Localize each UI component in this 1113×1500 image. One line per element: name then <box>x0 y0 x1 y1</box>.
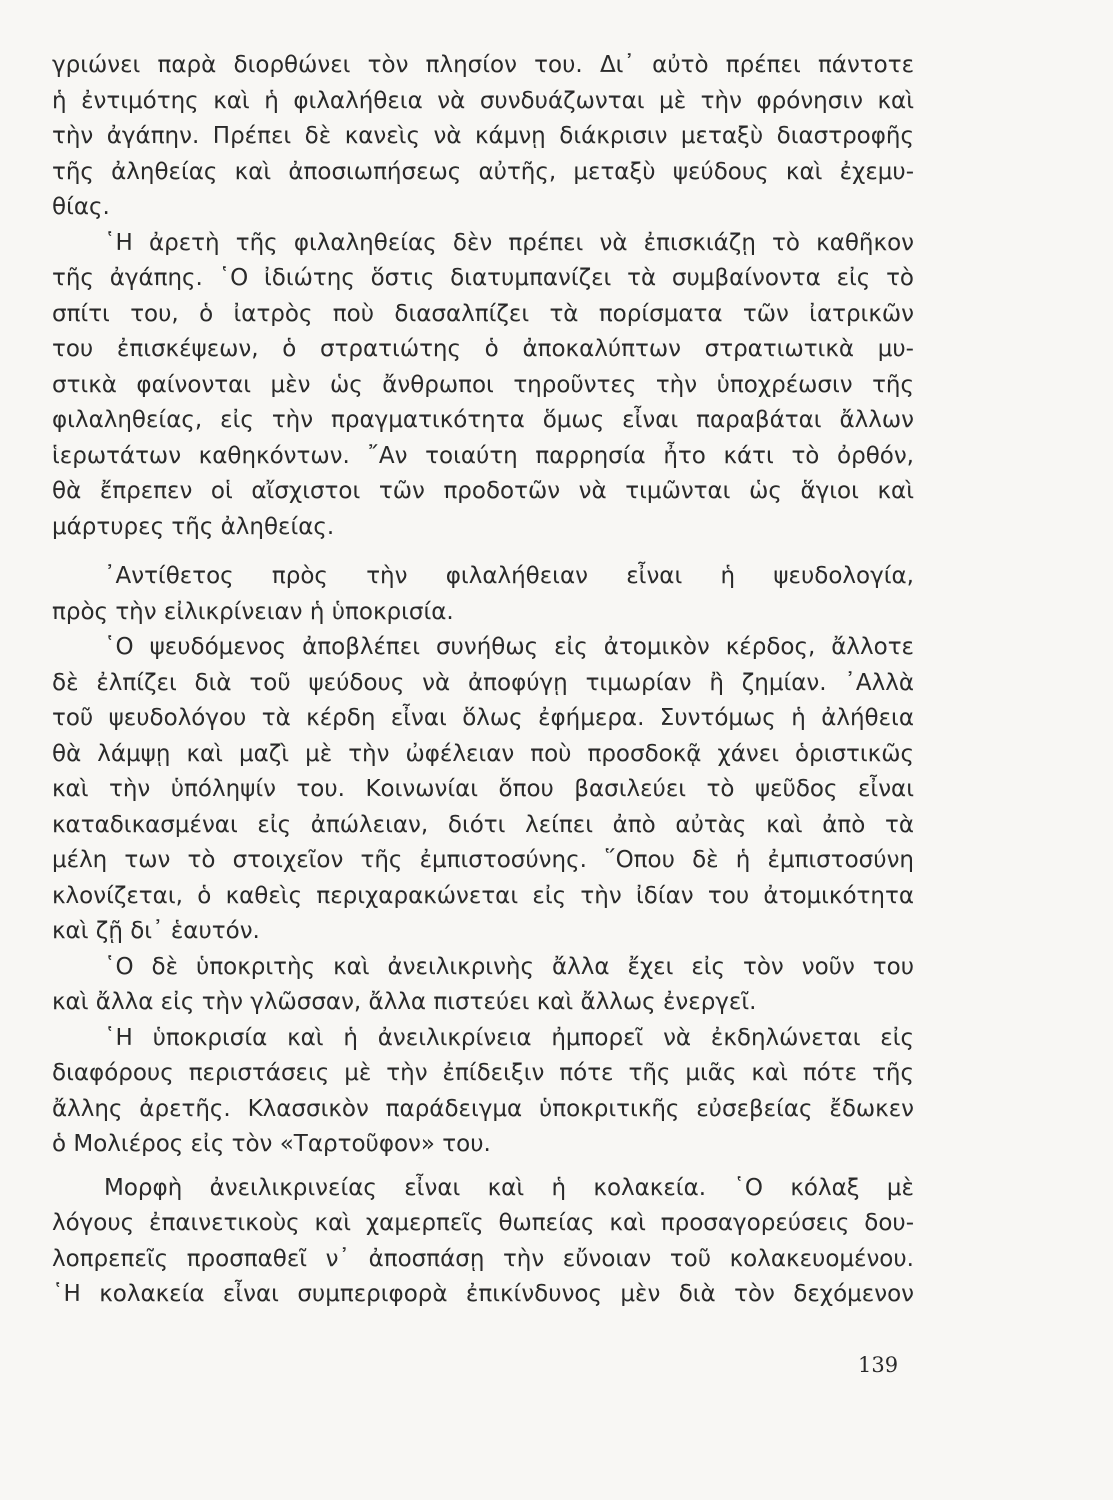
text-line: ῾Η ὑποκρισία καὶ ἡ ἀνειλικρίνεια ἠμπορεῖ νὰ ἐκδηλώνεται εἰς <box>104 1024 914 1051</box>
text-line: ῾Ο ψευδόμενος ἀποβλέπει συνήθως εἰς ἀτομικὸν κέρδος, ἄλλοτε <box>104 634 914 660</box>
text-line: ἄλλης ἀρετῆς. Κλασσικὸν παράδειγμα ὑποκριτικῆς εὐσεβείας ἔδωκεν <box>52 1095 914 1122</box>
text-line: στικὰ φαίνονται μὲν ὡς ἄνθρωποι τηροῦντες τὴν ὑποχρέωσιν τῆς <box>52 371 914 398</box>
text-line: τῆς ἀληθείας καὶ ἀποσιωπήσεως αὐτῆς, μεταξὺ ψεύδους καὶ ἐχεμυ- <box>52 158 914 185</box>
paragraph-6 <box>52 1021 914 1163</box>
paragraph-5 <box>52 950 914 1021</box>
text-line: ῾Η κολακεία εἶναι συμπεριφορὰ ἐπικίνδυνος μὲν διὰ τὸν δεχόμενον <box>52 1281 914 1307</box>
text-line: τοῦ ψευδολόγου τὰ κέρδη εἶναι ὅλως ἐφήμερα. Συντόμως ἡ ἀλήθεια <box>52 705 914 731</box>
text-line: καταδικασμέναι εἰς ἀπώλειαν, διότι λείπει ἀπὸ αὐτὰς καὶ ἀπὸ τὰ <box>52 811 914 838</box>
text-line: Μορφὴ ἀνειλικρινείας εἶναι καὶ ἡ κολακεία. ῾Ο κόλαξ μὲ <box>104 1174 914 1201</box>
text-line: πρὸς τὴν εἰλικρίνειαν ἡ ὑποκρισία. <box>52 598 454 625</box>
text-line: τῆς ἀγάπης. ῾Ο ἰδιώτης ὅστις διατυμπανίζει τὰ συμβαίνοντα εἰς τὸ <box>52 265 914 291</box>
text-line: φιλαληθείας, εἰς τὴν πραγματικότητα ὅμως εἶναι παραβάται ἄλλων <box>52 407 914 433</box>
paragraph-1 <box>52 48 914 226</box>
text-line: λοπρεπεῖς προσπαθεῖ ν᾽ ἀποσπάσῃ τὴν εὔνοιαν τοῦ κολακευομένου. <box>52 1245 914 1272</box>
paragraph-4 <box>52 630 914 950</box>
text-line: ῾Ο δὲ ὑποκριτὴς καὶ ἀνειλικρινὴς ἄλλα ἔχει εἰς τὸν νοῦν του <box>104 953 914 980</box>
text-line: ὁ Μολιέρος εἰς τὸν «Ταρτοῦφον» του. <box>52 1131 491 1157</box>
body-text <box>52 48 914 1313</box>
text-line: μάρτυρες τῆς ἀληθείας. <box>52 513 335 540</box>
paragraph-3 <box>52 559 914 630</box>
text-line: γριώνει παρὰ διορθώνει τὸν πλησίον του. Δι᾽ αὐτὸ πρέπει πάντοτε <box>52 52 914 78</box>
text-line: ἡ ἐντιμότης καὶ ἡ φιλαλήθεια νὰ συνδυάζωνται μὲ τὴν φρόνησιν καὶ <box>52 87 914 114</box>
paragraph-2 <box>52 226 914 546</box>
text-line: καὶ ἄλλα εἰς τὴν γλῶσσαν, ἄλλα πιστεύει καὶ ἄλλως ἐνεργεῖ. <box>52 989 757 1015</box>
text-line: ἱερωτάτων καθηκόντων. ῎Αν τοιαύτη παρρησία ἦτο κάτι τὸ ὀρθόν, <box>52 442 914 469</box>
text-line: θὰ λάμψῃ καὶ μαζὶ μὲ τὴν ὠφέλειαν ποὺ προσδοκᾷ χάνει ὁριστικῶς <box>52 740 914 767</box>
text-line: μέλη των τὸ στοιχεῖον τῆς ἐμπιστοσύνης. ῞Οπου δὲ ἡ ἐμπιστοσύνη <box>52 847 914 873</box>
page-number: 139 <box>858 1353 899 1377</box>
text-line: δὲ ἐλπίζει διὰ τοῦ ψεύδους νὰ ἀποφύγῃ τιμωρίαν ἢ ζημίαν. ᾽Αλλὰ <box>52 669 914 696</box>
text-line: θίας. <box>52 194 110 220</box>
text-line: του ἐπισκέψεων, ὁ στρατιώτης ὁ ἀποκαλύπτων στρατιωτικὰ μυ- <box>52 336 914 362</box>
text-line: καὶ ζῇ δι᾽ ἑαυτόν. <box>52 918 260 944</box>
text-line: διαφόρους περιστάσεις μὲ τὴν ἐπίδειξιν πότε τῆς μιᾶς καὶ πότε τῆς <box>52 1060 914 1086</box>
text-line: ᾽Αντίθετος πρὸς τὴν φιλαλήθειαν εἶναι ἡ ψευδολογία, <box>104 563 914 589</box>
text-line: καὶ τὴν ὑπόληψίν του. Κοινωνίαι ὅπου βασιλεύει τὸ ψεῦδος εἶναι <box>52 776 914 802</box>
text-line: ῾Η ἀρετὴ τῆς φιλαληθείας δὲν πρέπει νὰ ἐπισκιάζῃ τὸ καθῆκον <box>104 229 914 256</box>
text-line: κλονίζεται, ὁ καθεὶς περιχαρακώνεται εἰς τὴν ἰδίαν του ἀτομικότητα <box>52 882 914 909</box>
text-line: θὰ ἔπρεπεν οἱ αἴσχιστοι τῶν προδοτῶν νὰ τιμῶνται ὡς ἅγιοι καὶ <box>52 478 914 504</box>
text-line: λόγους ἐπαινετικοὺς καὶ χαμερπεῖς θωπείας καὶ προσαγορεύσεις δου- <box>52 1210 914 1236</box>
text-line: τὴν ἀγάπην. Πρέπει δὲ κανεὶς νὰ κάμνῃ διάκρισιν μεταξὺ διαστροφῆς <box>52 123 914 149</box>
paragraph-7 <box>52 1171 914 1313</box>
text-line: σπίτι του, ὁ ἰατρὸς ποὺ διασαλπίζει τὰ πορίσματα τῶν ἰατρικῶν <box>52 300 914 327</box>
